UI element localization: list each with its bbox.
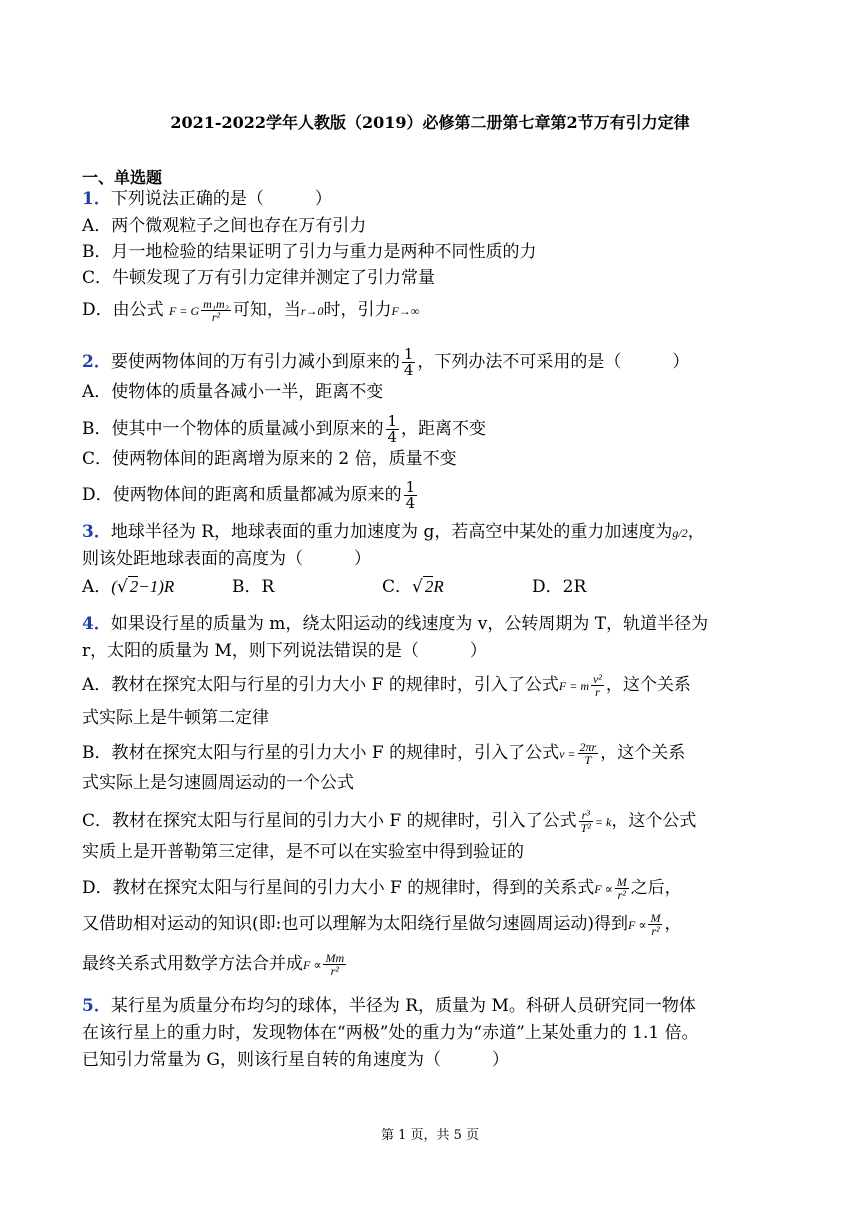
fraction: $\frac{1}{4}$ — [387, 412, 398, 446]
question-number: 2． — [82, 352, 111, 372]
formula: F = m — [558, 679, 589, 693]
q4-option-d-line3 — [82, 952, 348, 977]
q4-option-b-line2: 式实际上是匀速圆周运动的一个公式 — [82, 773, 354, 793]
option-text: D．教材在探究太阳与行星间的引力大小 F 的规律时，得到的关系式 — [82, 878, 595, 898]
formula: F ∝ — [303, 958, 322, 972]
option-text: ，距离不变 — [401, 419, 487, 439]
formula: −1)R — [138, 577, 175, 596]
fraction: $\frac{1}{4}$ — [405, 478, 416, 512]
option-text: B．教材在探究太阳与行星的引力大小 F 的规律时，引入了公式 — [82, 743, 560, 763]
q4-option-b — [82, 741, 685, 766]
question-text: 某行星为质量分布均匀的球体，半径为 R，质量为 M。科研人员研究同一物体 — [110, 996, 696, 1016]
question-3-stem-line2: 则该处距地球表面的高度为（ ） — [82, 549, 371, 569]
page-title: 2021-2022学年人教版（2019）必修第二册第七章第2节万有引力定律 — [170, 113, 690, 132]
option-text: 最终关系式用数学方法合并成 — [82, 954, 303, 974]
q4-option-d — [82, 876, 682, 901]
question-text: 如果设行星的质量为 m，绕太阳运动的线速度为 v，公转周期为 T，轨道半径为 — [110, 614, 709, 634]
formula: F→∞ — [391, 304, 420, 318]
question-4-stem-line2: r，太阳的质量为 M，则下列说法错误的是（ ） — [82, 641, 487, 661]
question-number: 3． — [82, 522, 111, 542]
option-label: C． — [382, 577, 413, 597]
formula-fraction: $\frac{Mm}{\text{r²}}$ — [325, 951, 345, 978]
option-text: ，这个公式 — [611, 811, 697, 831]
option-text: ， — [664, 914, 682, 934]
formula: F = G — [169, 304, 200, 318]
option-text: B．使其中一个物体的质量减小到原来的 — [82, 419, 384, 439]
q2-option-a: A．使物体的质量各减小一半，距离不变 — [82, 382, 384, 402]
formula: F ∝ — [594, 882, 613, 896]
q2-option-b — [82, 414, 486, 445]
formula-fraction: $\frac{\text{r³}}{\text{T²}}$ — [580, 808, 591, 835]
q2-option-d — [82, 480, 419, 511]
option-text: 时，引力 — [323, 300, 392, 320]
q3-option-c: C．√ 2R — [382, 577, 444, 597]
question-text: ，下列办法不可采用的是（ ） — [417, 352, 690, 372]
option-text: D．使两物体间的距离和质量都减为原来的 — [82, 485, 402, 505]
q4-option-a — [82, 673, 691, 698]
option-text: A．教材在探究太阳与行星的引力大小 F 的规律时，引入了公式 — [82, 675, 559, 695]
section-heading: 一、单选题 — [82, 168, 163, 187]
question-text: ， — [687, 522, 705, 542]
question-2-stem — [82, 347, 689, 378]
question-number: 5． — [82, 996, 111, 1016]
question-number: 4． — [82, 614, 111, 634]
formula: r→0 — [300, 304, 324, 318]
formula-fraction: $\frac{2\pi r}{T}$ — [579, 740, 597, 767]
question-number: 1． — [82, 189, 111, 209]
formula-fraction: $\frac{M}{\text{r²}}$ — [616, 875, 627, 902]
question-3-stem — [82, 521, 705, 544]
q1-option-c: C．牛顿发现了万有引力定律并测定了引力常量 — [82, 268, 436, 288]
question-text: 地球半径为 R，地球表面的重力加速度为 g，若高空中某处的重力加速度为 — [110, 522, 673, 542]
question-4-stem — [82, 613, 708, 635]
formula: R — [433, 577, 444, 596]
option-text: 之后， — [630, 878, 682, 898]
option-label: A． — [82, 577, 112, 597]
q3-option-b: B．R — [232, 577, 275, 597]
q3-option-d: D．2R — [532, 577, 587, 597]
option-text: ，这个关系 — [600, 743, 686, 763]
q4-option-c — [82, 809, 696, 834]
option-text: D．由公式 — [82, 300, 164, 320]
q1-option-a: A．两个微观粒子之间也存在万有引力 — [82, 216, 367, 236]
formula: ( — [111, 577, 117, 596]
question-text: 要使两物体间的万有引力减小到原来的 — [110, 352, 400, 372]
q3-option-a: A．(√ 2−1)R — [82, 577, 175, 597]
option-text: C．教材在探究太阳与行星间的引力大小 F 的规律时，引入了公式 — [82, 811, 577, 831]
page-footer: 第 1 页，共 5 页 — [380, 1128, 480, 1143]
formula-fraction: $\frac{M}{\text{r²}}$ — [650, 911, 661, 938]
formula: 2 — [129, 577, 139, 596]
q1-option-b: B．月一地检验的结果证明了引力与重力是两种不同性质的力 — [82, 242, 537, 262]
q4-option-a-line2: 式实际上是牛顿第二定律 — [82, 708, 269, 728]
option-text: 可知，当 — [232, 300, 301, 320]
formula-fraction: $\frac{\text{m₁m₂}}{\text{r²}}$ — [203, 297, 229, 324]
formula-fraction: $\frac{\text{v²}}{r}$ — [592, 672, 602, 699]
formula: v = — [559, 747, 576, 761]
q4-option-d-line2 — [82, 912, 681, 937]
q4-option-c-line2: 实质上是开普勒第三定律，是不可以在实验室中得到验证的 — [82, 842, 524, 862]
fraction: $\frac{1}{4}$ — [403, 345, 414, 379]
option-text: 又借助相对运动的知识(即:也可以理解为太阳绕行星做匀速圆周运动)得到 — [82, 914, 628, 934]
formula: g/2 — [672, 526, 688, 540]
question-5-stem-line3: 已知引力常量为 G，则该行星自转的角速度为（ ） — [82, 1050, 509, 1070]
formula: 2 — [424, 577, 434, 596]
question-1-stem — [82, 188, 332, 210]
formula: = k — [594, 815, 612, 829]
q2-option-c: C．使两物体间的距离增为原来的 2 倍，质量不变 — [82, 449, 457, 469]
question-5-stem-line2: 在该行星上的重力时，发现物体在“两极”处的重力为“赤道”上某处重力的 1.1 倍。 — [82, 1023, 699, 1043]
formula: F ∝ — [628, 918, 647, 932]
question-text: 下列说法正确的是（ ） — [110, 189, 332, 209]
q1-option-d — [82, 298, 419, 323]
option-text: ，这个关系 — [605, 675, 691, 695]
question-5-stem — [82, 995, 696, 1017]
